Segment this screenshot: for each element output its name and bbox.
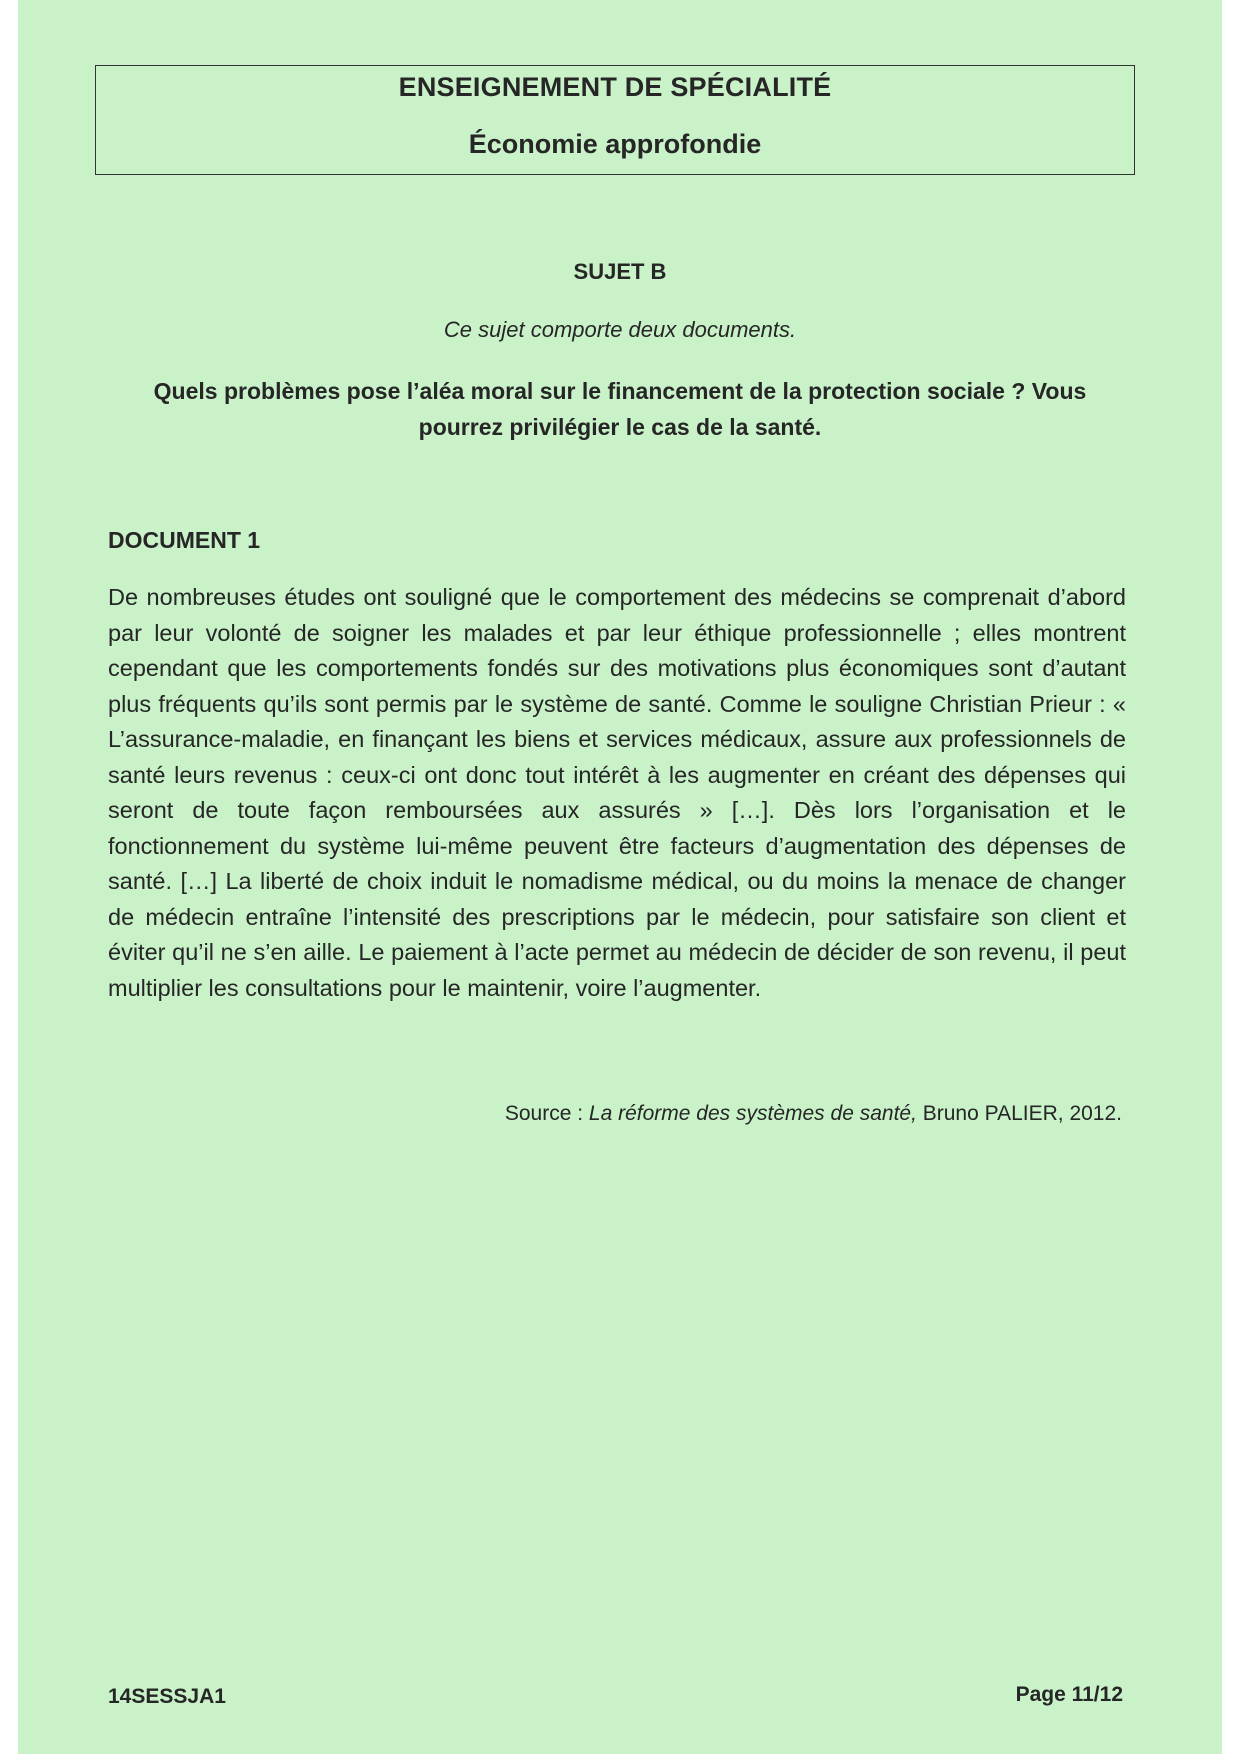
header-title: ENSEIGNEMENT DE SPÉCIALITÉ (398, 72, 832, 102)
document-title: DOCUMENT 1 (108, 527, 261, 553)
header-box (95, 65, 1135, 175)
header-subtitle: Économie approfondie (468, 129, 762, 159)
document-source (505, 1102, 1122, 1126)
footer-page-number: Page 11/12 (1015, 1683, 1123, 1706)
subject-question: Quels problèmes pose l’aléa moral sur le financement de la protection sociale ? Vous pourrez privilégier le cas de la santé. (153, 378, 1087, 440)
document-text: De nombreuses études ont souligné que le comportement des médecins se comprenait d’abord par leur volonté de soigner les malades et par leur éthique professionnelle ; elles montrent cependant que les comportements fondés sur des motivations plus économiques sont d’autant plus fréquents qu’ils sont permis par le système de santé. Comme le souligne Christian Prieur : « L’assurance-maladie, en finançant les biens et services médicaux, assure aux professionnels de santé leurs revenus : ceux-ci ont donc tout intérêt à les augmenter en créant des dépenses qui seront de toute façon remboursées aux assurés » […]. Dès lors l’organisation et le fonctionnement du système lui-même peuvent être facteurs d’augmentation des dépenses de santé. […] La liberté de choix induit le nomadisme médical, ou du moins la menace de changer de médecin entraîne l’intensité des prescriptions par le médecin, pour satisfaire son client et éviter qu’il ne s’en aille. Le paiement à l’acte permet au médecin de décider de son revenu, il peut multiplier les consultations pour le maintenir, voire l’augmenter. (108, 584, 1126, 1001)
subject-title: SUJET B (573, 259, 667, 284)
source-prefix: Source : (504, 1102, 589, 1125)
source-author: Bruno PALIER, 2012. (916, 1102, 1122, 1125)
subject-note: Ce sujet comporte deux documents. (443, 317, 797, 342)
source-title: La réforme des systèmes de santé, (588, 1102, 917, 1125)
footer-code: 14SESSJA1 (108, 1685, 226, 1708)
